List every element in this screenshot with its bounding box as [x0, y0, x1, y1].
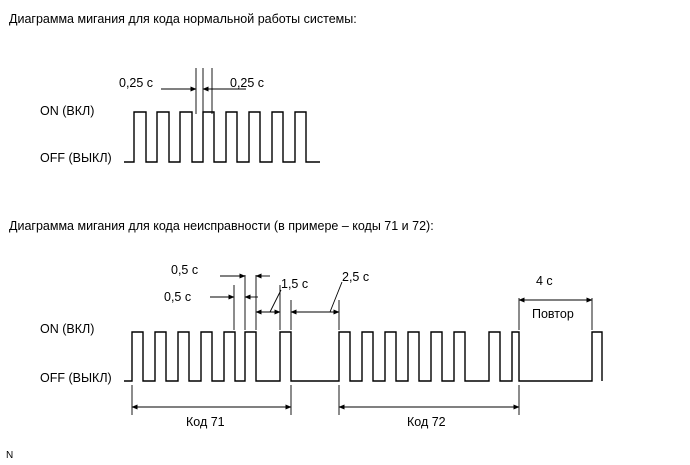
normal-pulse-waveform	[124, 112, 320, 162]
fault-timing-15-label: 1,5 с	[281, 277, 309, 291]
footer-mark: N	[6, 450, 14, 461]
fault-diagram-title: Диаграмма мигания для кода неисправности (в примере – коды 71 и 72):	[9, 219, 434, 233]
fault-off-label: OFF (ВЫКЛ)	[40, 371, 112, 385]
fault-on-label: ON (ВКЛ)	[40, 322, 95, 336]
fault-repeat-label: Повтор	[532, 307, 574, 321]
fault-timing-4-label: 4 с	[536, 274, 553, 288]
fault-code2-label: Код 72	[407, 415, 446, 429]
normal-on-label: ON (ВКЛ)	[40, 104, 95, 118]
normal-off-label: OFF (ВЫКЛ)	[40, 151, 112, 165]
fault-pulse-waveform	[124, 332, 602, 381]
fault-code1-label: Код 71	[186, 415, 225, 429]
fault-timing-25-label: 2,5 с	[342, 270, 370, 284]
normal-timing-left-label: 0,25 с	[119, 76, 154, 90]
normal-timing-right-label: 0,25 с	[230, 76, 265, 90]
fault-leader-15	[270, 290, 281, 312]
fault-timing-05-bottom-label: 0,5 с	[164, 290, 192, 304]
fault-leader-25	[330, 282, 342, 312]
normal-diagram-title: Диаграмма мигания для кода нормальной работы системы:	[9, 12, 357, 26]
fault-timing-05-top-label: 0,5 с	[171, 263, 199, 277]
